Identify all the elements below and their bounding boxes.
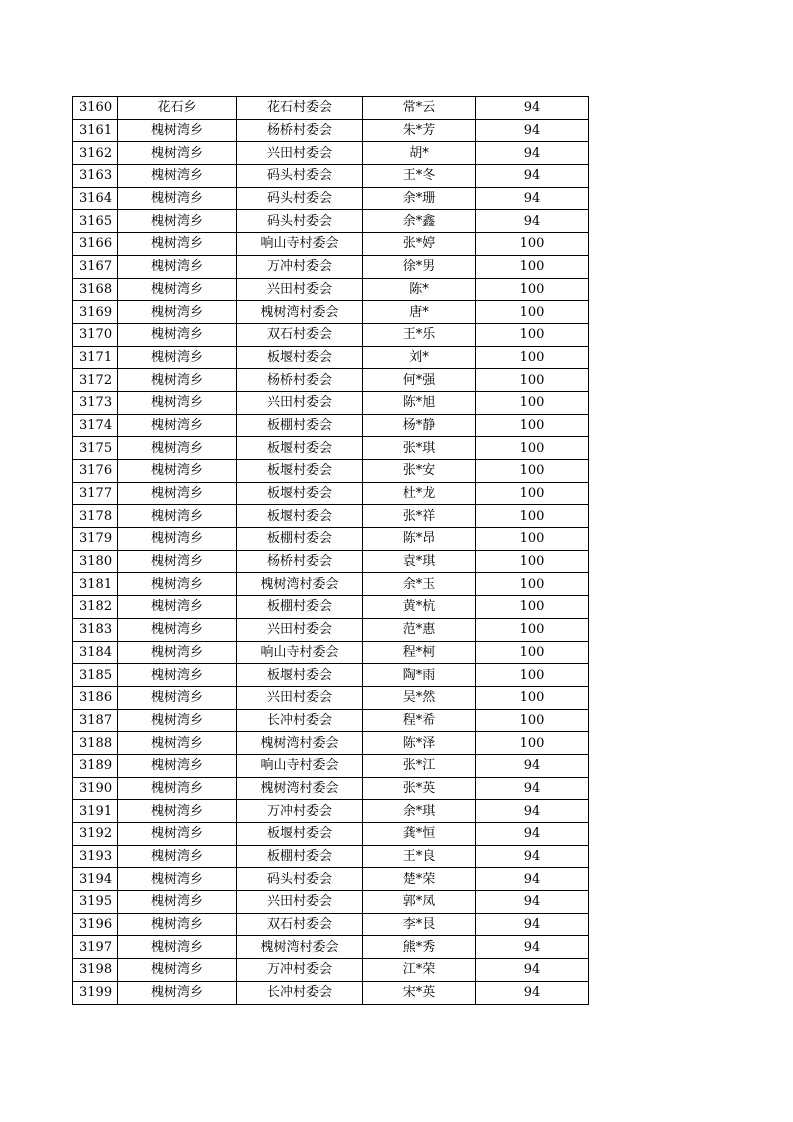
cell-township: 槐树湾乡: [118, 823, 237, 846]
table-row: [73, 414, 589, 437]
cell-name: 张*英: [363, 777, 476, 800]
cell-name: 张*琪: [363, 437, 476, 460]
cell-township: 槐树湾乡: [118, 981, 237, 1004]
cell-name: 郭*凤: [363, 891, 476, 914]
cell-score: 100: [476, 641, 589, 664]
cell-score: 94: [476, 891, 589, 914]
cell-id: 3162: [73, 142, 118, 165]
cell-name: 程*柯: [363, 641, 476, 664]
cell-village-committee: 槐树湾村委会: [237, 301, 363, 324]
cell-township: 槐树湾乡: [118, 482, 237, 505]
cell-score: 94: [476, 754, 589, 777]
cell-name: 程*希: [363, 709, 476, 732]
table-row: [73, 981, 589, 1004]
cell-name: 何*强: [363, 369, 476, 392]
cell-name: 陶*雨: [363, 664, 476, 687]
cell-id: 3186: [73, 686, 118, 709]
cell-township: 槐树湾乡: [118, 891, 237, 914]
cell-name: 陈*昂: [363, 528, 476, 551]
cell-name: 刘*: [363, 346, 476, 369]
cell-township: 槐树湾乡: [118, 187, 237, 210]
cell-id: 3170: [73, 323, 118, 346]
cell-village-committee: 槐树湾村委会: [237, 777, 363, 800]
cell-village-committee: 板堰村委会: [237, 346, 363, 369]
cell-id: 3173: [73, 391, 118, 414]
cell-village-committee: 兴田村委会: [237, 686, 363, 709]
cell-score: 100: [476, 596, 589, 619]
cell-id: 3161: [73, 119, 118, 142]
table-row: [73, 119, 589, 142]
cell-score: 100: [476, 573, 589, 596]
cell-score: 100: [476, 482, 589, 505]
cell-township: 槐树湾乡: [118, 913, 237, 936]
cell-township: 槐树湾乡: [118, 959, 237, 982]
cell-score: 94: [476, 936, 589, 959]
cell-name: 李*艮: [363, 913, 476, 936]
cell-township: 槐树湾乡: [118, 596, 237, 619]
cell-id: 3165: [73, 210, 118, 233]
cell-id: 3185: [73, 664, 118, 687]
cell-township: 槐树湾乡: [118, 210, 237, 233]
cell-id: 3182: [73, 596, 118, 619]
cell-village-committee: 板堰村委会: [237, 664, 363, 687]
table-row: [73, 709, 589, 732]
table-row: [73, 437, 589, 460]
cell-id: 3197: [73, 936, 118, 959]
cell-village-committee: 码头村委会: [237, 868, 363, 891]
cell-score: 100: [476, 301, 589, 324]
cell-id: 3166: [73, 233, 118, 256]
cell-name: 吴*然: [363, 686, 476, 709]
cell-village-committee: 槐树湾村委会: [237, 732, 363, 755]
cell-id: 3180: [73, 550, 118, 573]
cell-village-committee: 板堰村委会: [237, 460, 363, 483]
cell-village-committee: 兴田村委会: [237, 891, 363, 914]
cell-name: 王*冬: [363, 165, 476, 188]
cell-village-committee: 长冲村委会: [237, 709, 363, 732]
cell-id: 3168: [73, 278, 118, 301]
cell-township: 槐树湾乡: [118, 845, 237, 868]
table-body: [73, 97, 589, 1005]
cell-village-committee: 万冲村委会: [237, 800, 363, 823]
cell-score: 100: [476, 233, 589, 256]
cell-township: 槐树湾乡: [118, 233, 237, 256]
table-row: [73, 142, 589, 165]
table-row: [73, 868, 589, 891]
data-table: [72, 96, 589, 1005]
cell-village-committee: 兴田村委会: [237, 391, 363, 414]
cell-name: 张*江: [363, 754, 476, 777]
cell-score: 100: [476, 550, 589, 573]
cell-township: 槐树湾乡: [118, 777, 237, 800]
table-row: [73, 550, 589, 573]
cell-score: 100: [476, 346, 589, 369]
cell-township: 槐树湾乡: [118, 346, 237, 369]
cell-village-committee: 万冲村委会: [237, 959, 363, 982]
cell-township: 槐树湾乡: [118, 732, 237, 755]
cell-id: 3174: [73, 414, 118, 437]
cell-id: 3181: [73, 573, 118, 596]
table-row: [73, 596, 589, 619]
cell-township: 槐树湾乡: [118, 754, 237, 777]
table-row: [73, 913, 589, 936]
cell-score: 100: [476, 618, 589, 641]
table-row: [73, 777, 589, 800]
cell-village-committee: 杨桥村委会: [237, 550, 363, 573]
table-row: [73, 369, 589, 392]
table-row: [73, 732, 589, 755]
cell-id: 3183: [73, 618, 118, 641]
table-row: [73, 301, 589, 324]
cell-id: 3196: [73, 913, 118, 936]
cell-id: 3192: [73, 823, 118, 846]
cell-score: 94: [476, 187, 589, 210]
cell-township: 槐树湾乡: [118, 437, 237, 460]
cell-name: 张*婷: [363, 233, 476, 256]
cell-name: 王*乐: [363, 323, 476, 346]
cell-score: 100: [476, 437, 589, 460]
cell-name: 范*惠: [363, 618, 476, 641]
table-row: [73, 664, 589, 687]
table-row: [73, 165, 589, 188]
table-row: [73, 323, 589, 346]
table-row: [73, 845, 589, 868]
cell-score: 94: [476, 823, 589, 846]
cell-township: 槐树湾乡: [118, 278, 237, 301]
table-row: [73, 528, 589, 551]
cell-id: 3169: [73, 301, 118, 324]
cell-score: 94: [476, 97, 589, 120]
cell-village-committee: 板棚村委会: [237, 414, 363, 437]
cell-id: 3176: [73, 460, 118, 483]
cell-name: 徐*男: [363, 255, 476, 278]
cell-score: 94: [476, 142, 589, 165]
cell-village-committee: 杨桥村委会: [237, 369, 363, 392]
cell-township: 槐树湾乡: [118, 301, 237, 324]
cell-name: 陈*旭: [363, 391, 476, 414]
cell-score: 100: [476, 528, 589, 551]
cell-score: 94: [476, 981, 589, 1004]
table-row: [73, 754, 589, 777]
cell-id: 3179: [73, 528, 118, 551]
cell-name: 王*良: [363, 845, 476, 868]
cell-name: 余*珊: [363, 187, 476, 210]
cell-village-committee: 万冲村委会: [237, 255, 363, 278]
cell-township: 槐树湾乡: [118, 119, 237, 142]
cell-name: 袁*琪: [363, 550, 476, 573]
table-row: [73, 641, 589, 664]
cell-village-committee: 长冲村委会: [237, 981, 363, 1004]
table-row: [73, 255, 589, 278]
cell-score: 94: [476, 913, 589, 936]
cell-township: 槐树湾乡: [118, 255, 237, 278]
cell-score: 94: [476, 165, 589, 188]
cell-score: 94: [476, 800, 589, 823]
table-row: [73, 460, 589, 483]
table-row: [73, 187, 589, 210]
cell-score: 100: [476, 414, 589, 437]
cell-score: 100: [476, 369, 589, 392]
cell-name: 熊*秀: [363, 936, 476, 959]
cell-name: 杨*静: [363, 414, 476, 437]
cell-score: 94: [476, 119, 589, 142]
cell-name: 余*琪: [363, 800, 476, 823]
cell-township: 槐树湾乡: [118, 573, 237, 596]
cell-township: 槐树湾乡: [118, 414, 237, 437]
table-row: [73, 936, 589, 959]
cell-name: 黄*杭: [363, 596, 476, 619]
cell-id: 3187: [73, 709, 118, 732]
cell-id: 3199: [73, 981, 118, 1004]
cell-village-committee: 响山寺村委会: [237, 641, 363, 664]
cell-township: 槐树湾乡: [118, 641, 237, 664]
cell-village-committee: 板堰村委会: [237, 505, 363, 528]
cell-id: 3163: [73, 165, 118, 188]
cell-village-committee: 花石村委会: [237, 97, 363, 120]
cell-id: 3191: [73, 800, 118, 823]
cell-township: 槐树湾乡: [118, 460, 237, 483]
cell-id: 3195: [73, 891, 118, 914]
cell-name: 唐*: [363, 301, 476, 324]
cell-score: 100: [476, 686, 589, 709]
cell-score: 100: [476, 460, 589, 483]
cell-score: 100: [476, 255, 589, 278]
cell-name: 胡*: [363, 142, 476, 165]
table-row: [73, 482, 589, 505]
cell-township: 槐树湾乡: [118, 868, 237, 891]
table-row: [73, 800, 589, 823]
cell-village-committee: 板棚村委会: [237, 845, 363, 868]
cell-village-committee: 兴田村委会: [237, 618, 363, 641]
cell-name: 常*云: [363, 97, 476, 120]
cell-township: 槐树湾乡: [118, 165, 237, 188]
cell-id: 3198: [73, 959, 118, 982]
table-row: [73, 823, 589, 846]
cell-township: 槐树湾乡: [118, 142, 237, 165]
table-row: [73, 618, 589, 641]
cell-village-committee: 响山寺村委会: [237, 233, 363, 256]
cell-village-committee: 码头村委会: [237, 165, 363, 188]
cell-id: 3184: [73, 641, 118, 664]
cell-id: 3188: [73, 732, 118, 755]
table-row: [73, 573, 589, 596]
cell-id: 3189: [73, 754, 118, 777]
cell-id: 3177: [73, 482, 118, 505]
cell-id: 3167: [73, 255, 118, 278]
cell-score: 94: [476, 210, 589, 233]
table-row: [73, 959, 589, 982]
cell-score: 100: [476, 391, 589, 414]
cell-village-committee: 板堰村委会: [237, 482, 363, 505]
cell-village-committee: 板棚村委会: [237, 596, 363, 619]
cell-township: 槐树湾乡: [118, 528, 237, 551]
cell-village-committee: 双石村委会: [237, 323, 363, 346]
cell-score: 94: [476, 959, 589, 982]
cell-name: 陈*泽: [363, 732, 476, 755]
cell-score: 100: [476, 664, 589, 687]
cell-name: 杜*龙: [363, 482, 476, 505]
cell-id: 3193: [73, 845, 118, 868]
cell-township: 槐树湾乡: [118, 664, 237, 687]
cell-village-committee: 兴田村委会: [237, 142, 363, 165]
cell-village-committee: 双石村委会: [237, 913, 363, 936]
cell-score: 94: [476, 845, 589, 868]
table-row: [73, 210, 589, 233]
cell-name: 张*安: [363, 460, 476, 483]
cell-id: 3164: [73, 187, 118, 210]
document-page: [72, 96, 589, 1005]
cell-village-committee: 码头村委会: [237, 210, 363, 233]
cell-score: 94: [476, 777, 589, 800]
cell-id: 3175: [73, 437, 118, 460]
table-row: [73, 233, 589, 256]
cell-id: 3178: [73, 505, 118, 528]
table-row: [73, 278, 589, 301]
table-row: [73, 346, 589, 369]
cell-score: 100: [476, 709, 589, 732]
cell-name: 楚*荣: [363, 868, 476, 891]
cell-score: 100: [476, 505, 589, 528]
cell-township: 槐树湾乡: [118, 505, 237, 528]
cell-name: 龚*恒: [363, 823, 476, 846]
cell-score: 100: [476, 732, 589, 755]
cell-village-committee: 板棚村委会: [237, 528, 363, 551]
cell-id: 3171: [73, 346, 118, 369]
cell-name: 张*祥: [363, 505, 476, 528]
cell-name: 余*鑫: [363, 210, 476, 233]
cell-township: 槐树湾乡: [118, 369, 237, 392]
cell-township: 花石乡: [118, 97, 237, 120]
cell-township: 槐树湾乡: [118, 936, 237, 959]
cell-township: 槐树湾乡: [118, 323, 237, 346]
cell-village-committee: 码头村委会: [237, 187, 363, 210]
cell-village-committee: 槐树湾村委会: [237, 936, 363, 959]
cell-township: 槐树湾乡: [118, 391, 237, 414]
cell-name: 余*玉: [363, 573, 476, 596]
table-row: [73, 391, 589, 414]
cell-village-committee: 杨桥村委会: [237, 119, 363, 142]
cell-id: 3194: [73, 868, 118, 891]
cell-score: 100: [476, 323, 589, 346]
cell-score: 100: [476, 278, 589, 301]
cell-township: 槐树湾乡: [118, 550, 237, 573]
cell-village-committee: 响山寺村委会: [237, 754, 363, 777]
cell-name: 陈*: [363, 278, 476, 301]
cell-village-committee: 槐树湾村委会: [237, 573, 363, 596]
cell-township: 槐树湾乡: [118, 618, 237, 641]
cell-township: 槐树湾乡: [118, 800, 237, 823]
table-row: [73, 97, 589, 120]
table-row: [73, 686, 589, 709]
cell-id: 3160: [73, 97, 118, 120]
cell-township: 槐树湾乡: [118, 686, 237, 709]
cell-id: 3172: [73, 369, 118, 392]
cell-village-committee: 板堰村委会: [237, 823, 363, 846]
cell-village-committee: 板堰村委会: [237, 437, 363, 460]
cell-township: 槐树湾乡: [118, 709, 237, 732]
cell-id: 3190: [73, 777, 118, 800]
cell-village-committee: 兴田村委会: [237, 278, 363, 301]
cell-name: 朱*芳: [363, 119, 476, 142]
table-row: [73, 891, 589, 914]
cell-name: 宋*英: [363, 981, 476, 1004]
table-row: [73, 505, 589, 528]
cell-score: 94: [476, 868, 589, 891]
cell-name: 江*荣: [363, 959, 476, 982]
